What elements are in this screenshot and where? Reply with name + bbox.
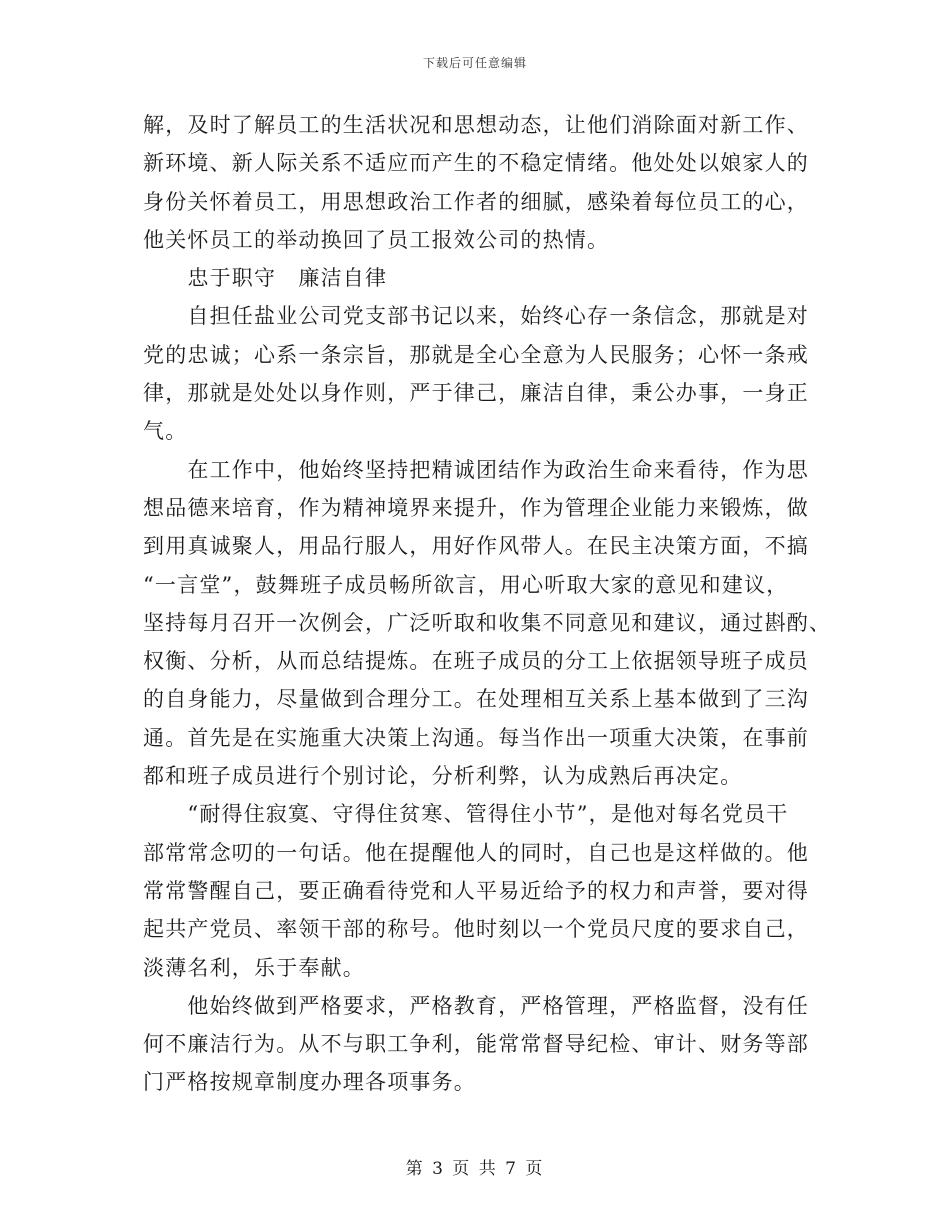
text-line: 部常常念叨的一句话。他在提醒他人的同时，自己也是这样做的。他 bbox=[143, 840, 809, 865]
text-line: 门严格按规章制度办理各项事务。 bbox=[143, 1070, 476, 1095]
text-line: 身份关怀着员工，用思想政治工作者的细腻，感染着每位员工的心， bbox=[143, 189, 809, 214]
text-line: 忠于职守 廉洁自律 bbox=[143, 266, 388, 291]
text-line: 解，及时了解员工的生活状况和思想动态，让他们消除面对新工作、 bbox=[143, 113, 809, 137]
text-line: 律，那就是处处以身作则，严于律己，廉洁自律，秉公办事，一身正 bbox=[143, 381, 809, 406]
text-line: 在工作中，他始终坚持把精诚团结作为政治生命来看待，作为思 bbox=[143, 457, 809, 482]
text-line: 气。 bbox=[143, 419, 188, 444]
text-line: 权衡、分析，从而总结提炼。在班子成员的分工上依据领导班子成员 bbox=[143, 649, 809, 674]
text-line: 常常警醒自己，要正确看待党和人平易近给予的权力和声誉，要对得 bbox=[143, 878, 809, 903]
text-line: 他关怀员工的举动换回了员工报效公司的热情。 bbox=[143, 227, 610, 252]
text-line: 他始终做到严格要求，严格教育，严格管理，严格监督，没有任 bbox=[143, 993, 809, 1018]
page-footer: 第 3 页 共 7 页 bbox=[405, 1159, 545, 1179]
text-line: 起共产党员、率领干部的称号。他时刻以一个党员尺度的要求自己， bbox=[143, 917, 809, 942]
text-line: 到用真诚聚人，用品行服人，用好作风带人。在民主决策方面，不搞 bbox=[143, 534, 809, 559]
text-line: “一言堂”，鼓舞班子成员畅所欲言，用心听取大家的意见和建议， bbox=[143, 572, 789, 597]
text-line: “耐得住寂寞、守得住贫寒、管得住小节”，是他对每名党员干 bbox=[143, 802, 789, 827]
text-line: 通。首先是在实施重大决策上沟通。每当作出一项重大决策，在事前 bbox=[143, 725, 809, 750]
text-line: 坚持每月召开一次例会，广泛听取和收集不同意见和建议，通过斟酌、 bbox=[143, 610, 832, 635]
text-line: 都和班子成员进行个别讨论，分析利弊，认为成熟后再决定。 bbox=[143, 764, 743, 789]
document-body bbox=[143, 106, 832, 1102]
text-line: 的自身能力，尽量做到合理分工。在处理相互关系上基本做到了三沟 bbox=[143, 687, 809, 712]
text-line: 党的忠诚；心系一条宗旨，那就是全心全意为人民服务；心怀一条戒 bbox=[143, 342, 809, 367]
text-line: 何不廉洁行为。从不与职工争利，能常常督导纪检、审计、财务等部 bbox=[143, 1032, 809, 1057]
text-line: 淡薄名利，乐于奉献。 bbox=[143, 955, 365, 980]
text-line: 新环境、新人际关系不适应而产生的不稳定情绪。他处处以娘家人的 bbox=[143, 151, 809, 176]
text-line: 想品德来培育，作为精神境界来提升，作为管理企业能力来锻炼，做 bbox=[143, 495, 809, 520]
page-header: 下载后可任意编辑 bbox=[422, 56, 527, 70]
text-line: 自担任盐业公司党支部书记以来，始终心存一条信念，那就是对 bbox=[143, 304, 809, 329]
